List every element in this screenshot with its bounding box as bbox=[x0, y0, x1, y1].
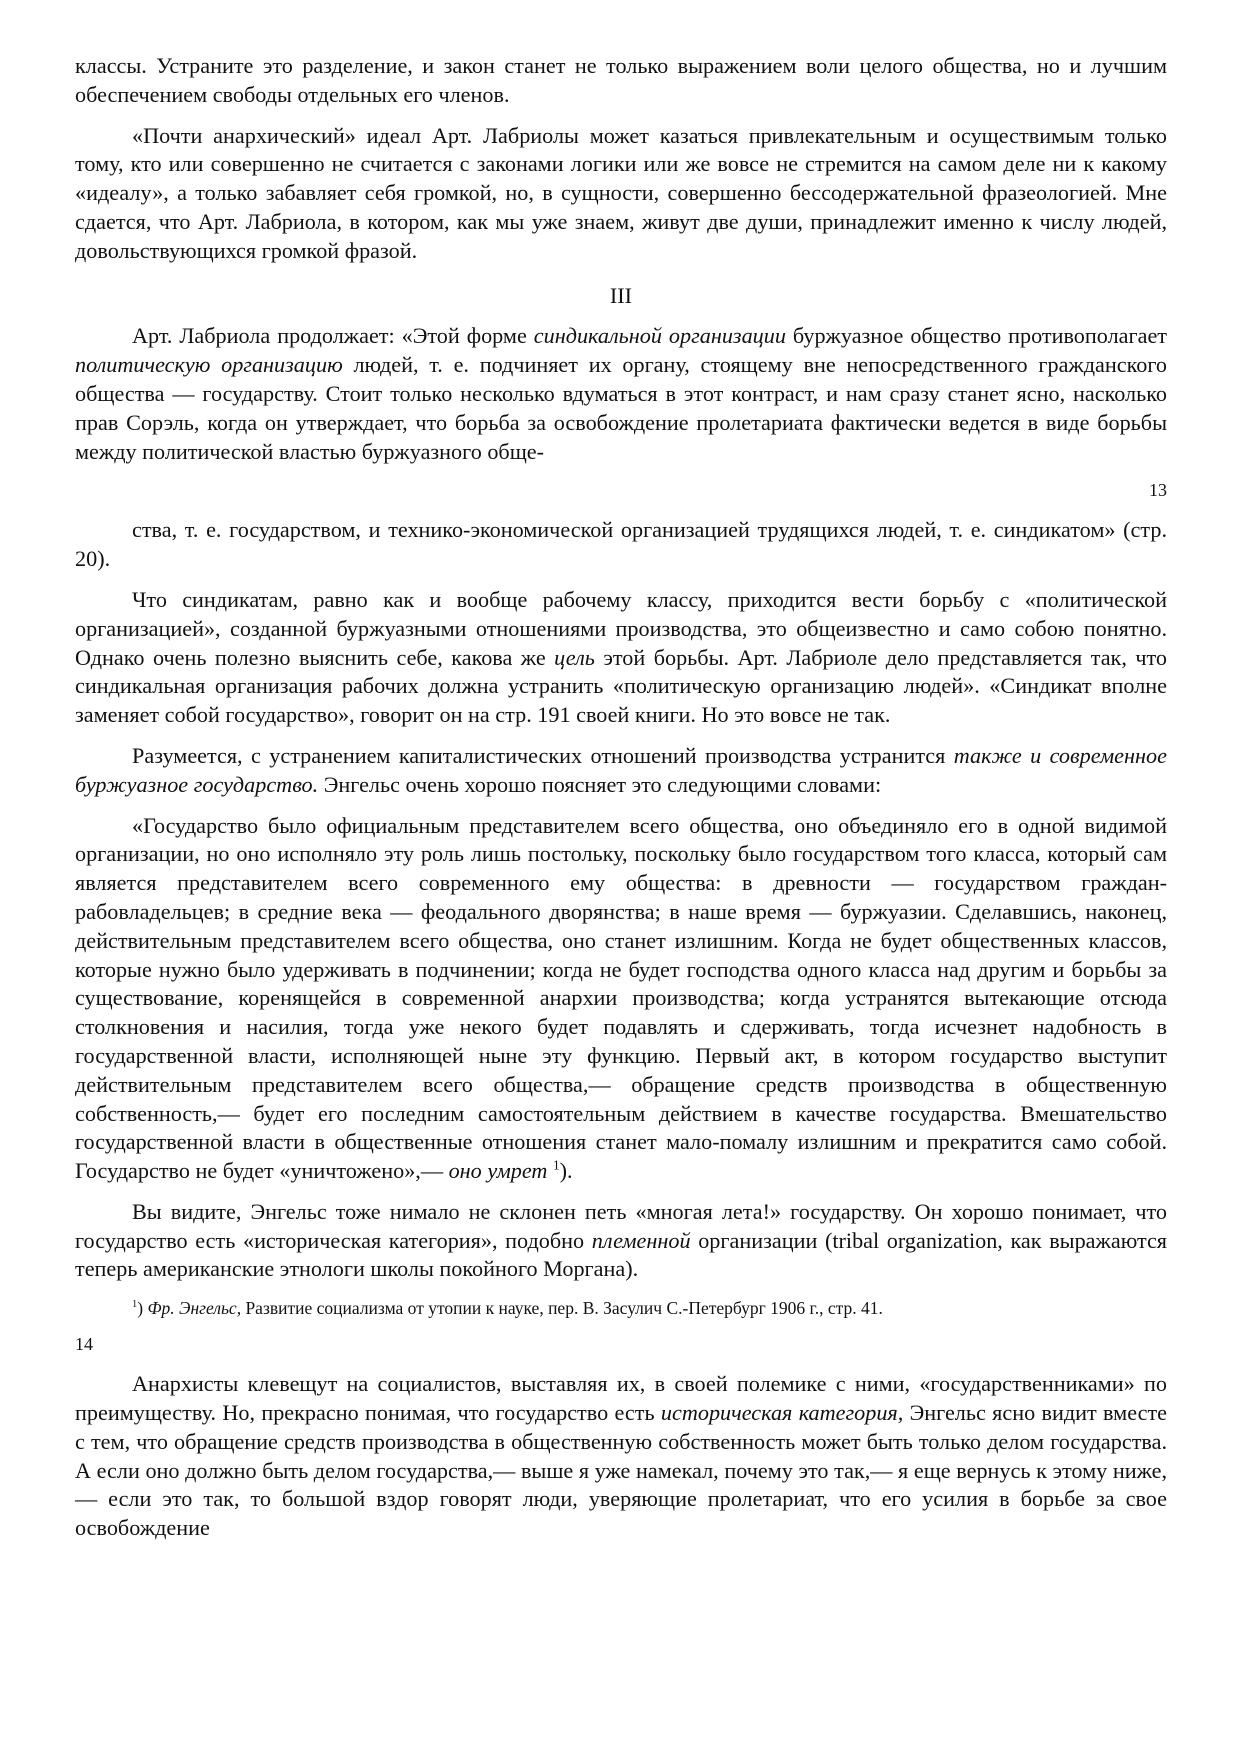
text-run: этой борьбы. Арт. Лабриоле дело представляется так, что синдикальная организация рабочих должна устранить «политическую организацию людей». «Синдикат вполне заменяет собой государство», говорит он на стр. 191 своей книги. Но это вовсе не так. bbox=[75, 644, 1167, 728]
page-number: 14 bbox=[75, 1334, 93, 1355]
text-run: Развитие социализма от утопии к науке, пер. В. Засулич С.-Петербург 1906 г., стр. 41. bbox=[241, 1298, 883, 1319]
text-run: людей, т. е. подчиняет их органу, стоящему вне непосредственного гражданского общества — государству. Стоит только несколько вдуматься в этот контраст, и нам сразу станет ясно, насколько прав Сорэль, когда он утверждает, что борьба за освобождение пролетариата фактически ведется в виде борьбы между политической властью буржуазного обще- bbox=[75, 352, 1167, 464]
italic-run: политическую организацию bbox=[75, 352, 343, 378]
paragraph-6 bbox=[75, 742, 1167, 800]
paragraph-2: «Почти анархический» идеал Арт. Лабриолы может казаться привлекательным и осуществимым только тому, кто или совершенно не считается с законами логики или же вовсе не стремится на самом деле ни к какому «идеалу», а только забавляет себя громкой, но, в сущности, совершенно бессодержательной фразеологией. Мне сдается, что Арт. Лабриола, в котором, как мы уже знаем, живут две души, принадлежит именно к числу людей, довольствующихся громкой фразой. bbox=[75, 122, 1167, 263]
italic-run: синдикальной организации bbox=[533, 323, 786, 349]
paragraph-4: ства, т. е. государством, и технико-экономической организацией трудящихся людей, т. е. синдикатом» (стр. 20). bbox=[75, 517, 1167, 572]
text-run: Энгельс очень хорошо поясняет это следующими словами: bbox=[318, 771, 882, 797]
text-run: Разумеется, с устранением капиталистических отношений производства устранится bbox=[132, 742, 954, 768]
text-run: буржуазное общество противополагает bbox=[785, 323, 1167, 349]
italic-run: Фр. Энгельс, bbox=[147, 1298, 242, 1319]
text-run: организации (tribal organization, как выражаются теперь американские этнологи школы покойного Моргана). bbox=[75, 1227, 1167, 1282]
text-run: Что синдикатам, равно как и вообще рабочему классу, приходится вести борьбу с «политической организацией», созданной буржуазными отношениями производства, это общеизвестно и само собою понятно. Однако очень полезно выяснить себе, какова же bbox=[75, 586, 1167, 670]
italic-run: племенной bbox=[591, 1227, 691, 1253]
footnote bbox=[75, 1296, 1167, 1320]
footnote-ref[interactable]: 1 bbox=[553, 1157, 560, 1173]
text-run: ) bbox=[137, 1298, 148, 1319]
italic-run: оно умрет bbox=[448, 1158, 548, 1184]
text-run: Вы видите, Энгельс тоже нимало не склонен петь «многая лета!» государству. Он хорошо понимает, что государство есть «историческая категория», подобно bbox=[75, 1198, 1167, 1253]
text-run: Анархисты клевещут на социалистов, выставляя их, в своей полемике с ними, «государственниками» по преимуществу. Но, прекрасно понимая, что государство есть bbox=[75, 1371, 1167, 1426]
paragraph-1: классы. Устраните это разделение, и закон станет не только выражением воли целого общества, но и лучшим обеспечением свободы отдельных его членов. bbox=[75, 53, 1167, 107]
italic-run: цель bbox=[554, 644, 595, 670]
italic-run: также и современное буржуазное государство. bbox=[75, 742, 1167, 797]
paragraph-7-quote bbox=[75, 812, 1167, 1186]
text-run: Арт. Лабриола продолжает: «Этой форме bbox=[132, 323, 534, 349]
text-run: ). bbox=[559, 1158, 573, 1184]
paragraph-5 bbox=[75, 586, 1167, 730]
text-run: «Государство было официальным представителем всего общества, оно объединяло его в одной видимой организации, но оно исполняло эту роль лишь постольку, поскольку было государством того класса, который сам является представителем всего современного ему общества: в древности — государством граждан-рабовладельцев; в средние века — феодального дворянства; в наше время — буржуазии. Сделавшись, наконец, действительным представителем всего общества, оно станет излишним. Когда не будет общественных классов, которые нужно было удерживать в подчинении; когда не будет господства одного класса над другим и борьбы за существование, коренящейся в современной анархии производства; когда устранятся вытекающие отсюда столкновения и насилия, тогда уже некого будет подавлять и сдерживать, тогда исчезнет надобность в государственной власти, исполняющей ныне эту функцию. Первый акт, в котором государство выступит действительным представителем всего общества,— обращение средств производства в общественную собственность,— будет его последним самостоятельным действием в качестве государства. Вмешательство государственной власти в общественные отношения станет мало-помалу излишним и прекратится само собой. Государство не будет «уничтожено»,— bbox=[75, 812, 1167, 1184]
footnote-marker: 1 bbox=[132, 1299, 138, 1311]
paragraph-3 bbox=[75, 322, 1167, 466]
paragraph-9 bbox=[75, 1370, 1167, 1543]
page-number: 13 bbox=[1149, 480, 1167, 501]
section-heading: III bbox=[609, 282, 633, 308]
paragraph-8 bbox=[75, 1198, 1167, 1284]
text-run: Энгельс ясно видит вместе с тем, что обращение средств производства в общественную собственность может быть только делом государства. А если оно должно быть делом государства,— выше я уже намекал, почему это так,— я еще вернусь к этому ниже,— если это так, то большой вздор говорят люди, уверяющие пролетариат, что его усилия в борьбе за свое освобождение bbox=[75, 1400, 1167, 1541]
document-page bbox=[75, 52, 1167, 1543]
italic-run: историческая категория, bbox=[660, 1400, 904, 1426]
